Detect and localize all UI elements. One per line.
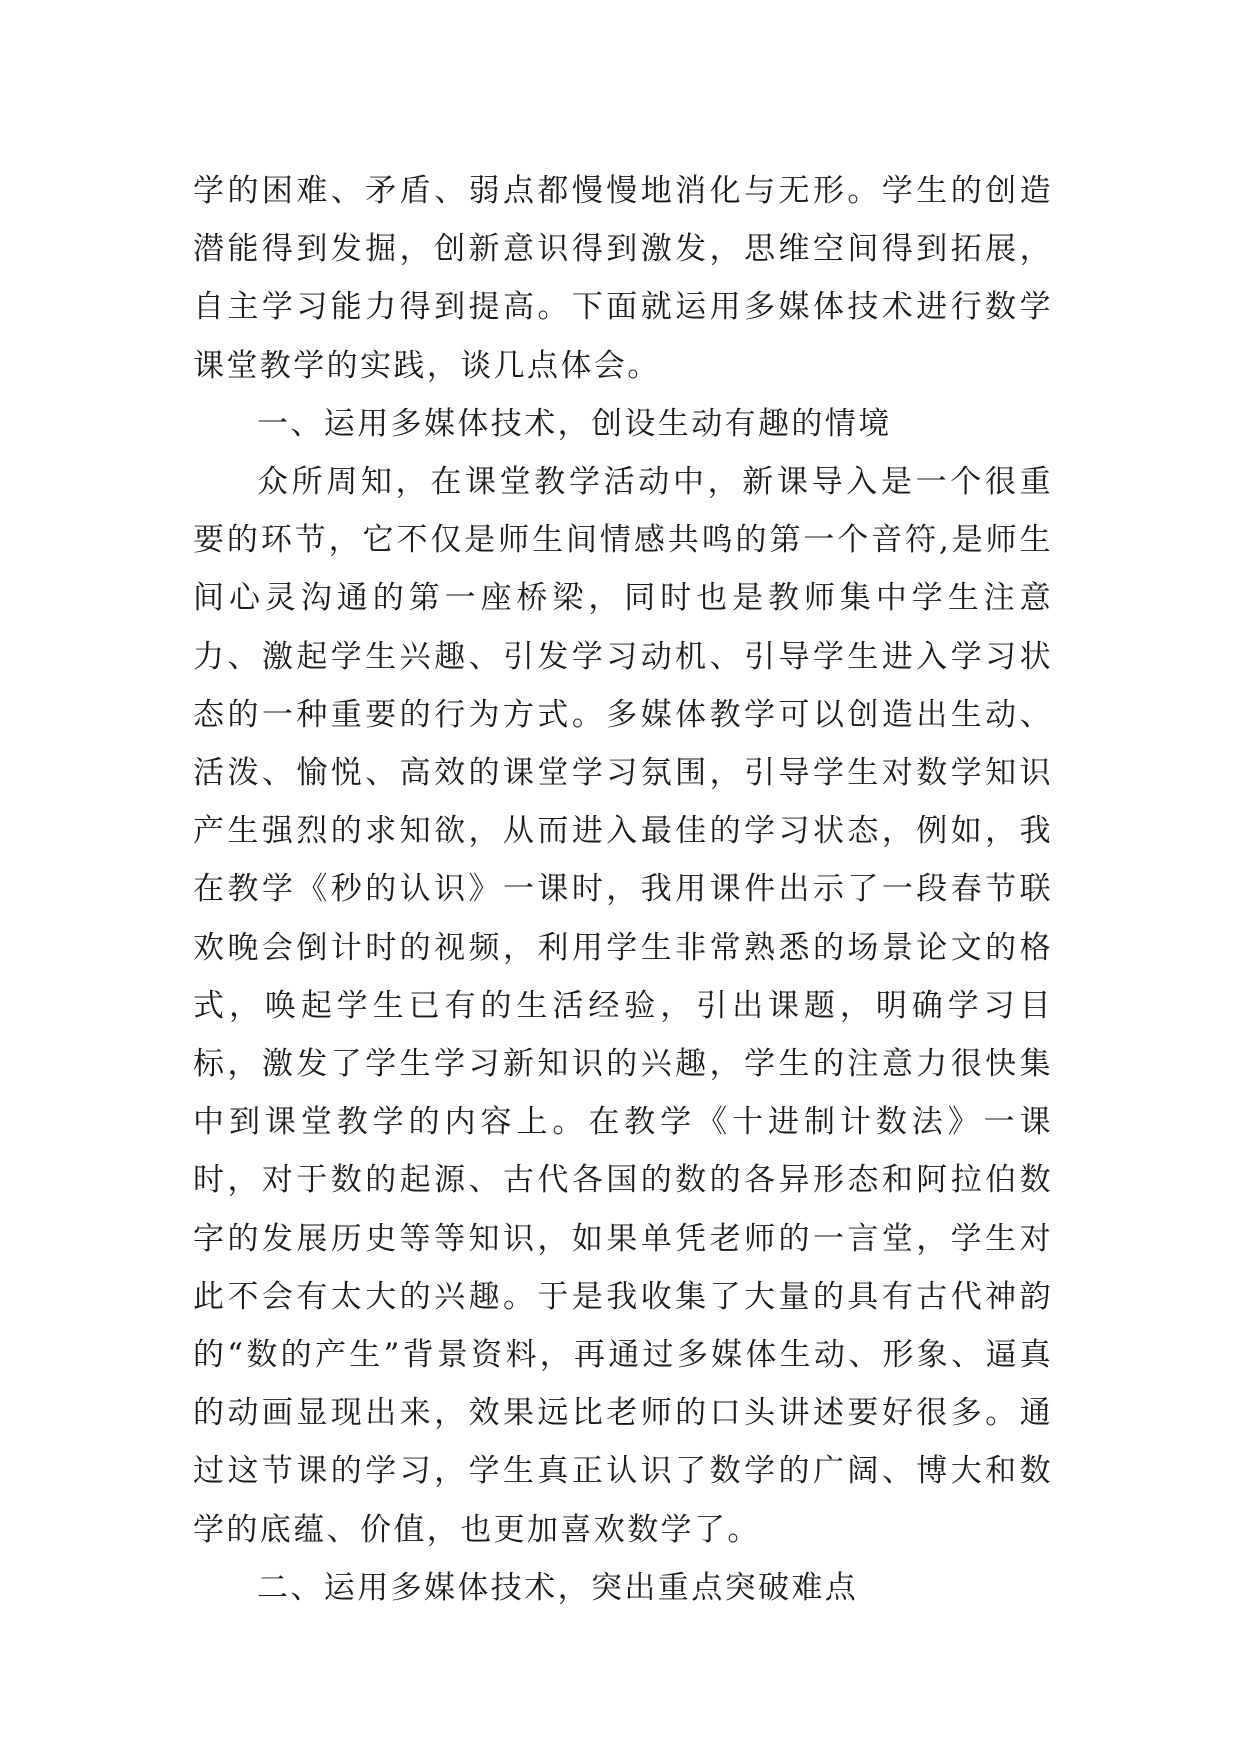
section-heading-2: 二、运用多媒体技术，突出重点突破难点 — [257, 1569, 859, 1606]
paragraph-continuation: 学的困难、矛盾、弱点都慢慢地消化与无形。学生的创造潜能得到发掘，创新意识得到激发，思维空间得到拓展，自主学习能力得到提高。下面就运用多媒体技术进行数学课堂教学的实践，谈几点体会。 — [193, 173, 1053, 384]
section-heading-1: 一、运用多媒体技术，创设生动有趣的情境 — [257, 405, 892, 442]
document-body — [193, 162, 1053, 1617]
paragraph-section-1: 众所周知，在课堂教学活动中，新课导入是一个很重要的环节，它不仅是师生间情感共鸣的第一个音符,是师生间心灵沟通的第一座桥梁，同时也是教师集中学生注意力、激起学生兴趣、引发学习动机、引导学生进入学习状态的一种重要的行为方式。多媒体教学可以创造出生动、活泼、愉悦、高效的课堂学习氛围，引导学生对数学知识产生强烈的求知欲，从而进入最佳的学习状态，例如，我在教学《秒的认识》一课时，我用课件出示了一段春节联欢晚会倒计时的视频，利用学生非常熟悉的场景论文的格式，唤起学生已有的生活经验，引出课题，明确学习目标，激发了学生学习新知识的兴趣，学生的注意力很快集中到课堂教学的内容上。在教学《十进制计数法》一课时，对于数的起源、古代各国的数的各异形态和阿拉伯数字的发展历史等等知识，如果单凭老师的一言堂，学生对此不会有太大的兴趣。于是我收集了大量的具有古代神韵的“数的产生”背景资料，再通过多媒体生动、形象、逼真的动画显现出来，效果远比老师的口头讲述要好很多。通过这节课的学习，学生真正认识了数学的广阔、博大和数学的底蕴、价值，也更加喜欢数学了。 — [193, 464, 1053, 1548]
